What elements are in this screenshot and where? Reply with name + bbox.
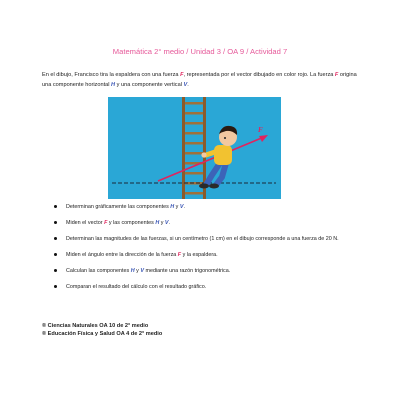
list-item-text: y las componentes xyxy=(107,220,156,227)
list-item-text: Miden el ángulo entre la dirección de la fuerza xyxy=(66,252,178,259)
vector-v-symbol: V xyxy=(140,268,144,275)
bullet-icon xyxy=(54,205,57,208)
bullet-icon xyxy=(54,269,57,272)
intro-text: origina una componente horizontal xyxy=(42,72,357,88)
vector-f-symbol: F xyxy=(177,252,182,259)
bullet-icon xyxy=(54,237,57,240)
list-item-text: Determinan gráficamente las componentes xyxy=(66,204,171,210)
list-item-text: . xyxy=(183,204,185,210)
list-item-text: y xyxy=(159,220,165,227)
bullet-icon xyxy=(54,253,57,256)
illustration-boy-pulling-ladder xyxy=(108,97,281,199)
vector-h-symbol: H xyxy=(155,220,160,227)
vector-h-symbol: H xyxy=(170,204,175,210)
intro-paragraph xyxy=(42,70,362,90)
list-item xyxy=(52,268,362,276)
list-item xyxy=(52,220,362,228)
list-item-text: Determinan las magnitudes de las fuerzas, si un centímetro (1 cm) en el dibujo corresponde a una fuerza de 20 N. xyxy=(66,236,339,243)
intro-text: En el dibujo, Francisco tira la espaldera con una fuerza xyxy=(42,72,181,78)
force-vector-label: F xyxy=(258,126,263,134)
page-title: Matemática 2° medio / Unidad 3 / OA 9 / Actividad 7 xyxy=(112,47,288,56)
cross-references xyxy=(42,323,362,338)
vector-v-symbol: V xyxy=(183,82,188,88)
bullet-icon xyxy=(54,221,57,224)
vector-f-symbol: F xyxy=(334,72,339,78)
vector-h-symbol: H xyxy=(111,82,116,88)
vector-v-symbol: V xyxy=(164,220,169,227)
list-item xyxy=(52,204,362,212)
list-item-text: y la espaldera. xyxy=(181,252,218,259)
list-item-text: . xyxy=(168,220,171,227)
reference-line: ® Educación Física y Salud OA 4 de 2° medio xyxy=(42,330,163,337)
vector-h-symbol: H xyxy=(130,268,135,275)
list-item xyxy=(52,252,362,260)
intro-text: . xyxy=(187,82,189,88)
vector-f-symbol: F xyxy=(180,72,184,78)
list-item-text: Comparan el resultado del cálculo con el resultado gráfico. xyxy=(66,284,207,291)
vector-v-symbol: V xyxy=(179,204,184,210)
activity-list xyxy=(52,204,362,301)
intro-text: y una componente vertical xyxy=(115,82,184,88)
list-item-text: y xyxy=(174,204,180,210)
list-item-text: mediante una razón trigonométrica. xyxy=(143,268,231,275)
list-item-text: Miden el vector xyxy=(66,220,105,227)
list-item-text: y xyxy=(134,268,141,275)
list-item xyxy=(52,236,362,244)
intro-text: , representada por el vector dibujado en color rojo. La fuerza xyxy=(183,72,335,78)
reference-line: ® Ciencias Naturales OA 10 de 2° medio xyxy=(42,323,149,329)
illustration-svg xyxy=(108,97,281,199)
vector-f-symbol: F xyxy=(104,220,108,227)
list-item xyxy=(52,284,362,292)
bullet-icon xyxy=(54,285,57,288)
list-item-text: Calculan las componentes xyxy=(66,268,131,275)
